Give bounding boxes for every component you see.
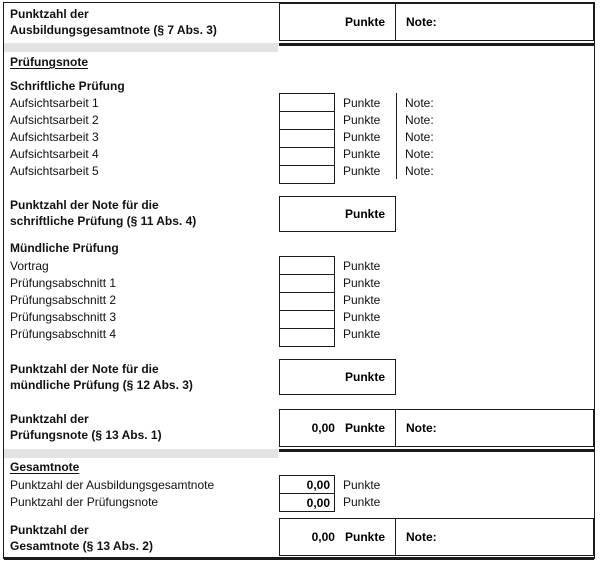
oral-summary-unit: Punkte xyxy=(344,370,385,384)
oral-points-input-3[interactable] xyxy=(279,292,335,310)
pruefungsnote-total-note-label: Note: xyxy=(406,421,437,435)
gesamtnote-row-label-1: Punktzahl der Ausbildungsgesamtnote xyxy=(10,478,215,492)
oral-points-input-1[interactable] xyxy=(279,256,335,274)
written-row-unit-5: Punkte xyxy=(343,164,381,178)
written-summary-points-box[interactable] xyxy=(279,196,396,232)
written-points-input-5[interactable] xyxy=(279,165,335,184)
pruefungsnote-heading: Prüfungsnote xyxy=(10,55,88,69)
oral-row-unit-1: Punkte xyxy=(343,259,381,273)
pruefungsnote-total-label-line2: Prüfungsnote (§ 13 Abs. 1) xyxy=(10,428,162,442)
separator-band-1 xyxy=(4,43,278,52)
written-summary-unit: Punkte xyxy=(344,207,385,221)
written-row-unit-2: Punkte xyxy=(343,113,381,127)
written-row-note-2[interactable]: Note: xyxy=(405,113,434,127)
oral-points-boxes xyxy=(279,256,335,347)
written-row-note-1[interactable]: Note: xyxy=(405,96,434,110)
gesamtnote-total-note-cell[interactable] xyxy=(396,518,594,556)
written-column-divider xyxy=(396,93,397,179)
document-bottom-rule xyxy=(4,557,594,560)
written-points-input-3[interactable] xyxy=(279,129,335,147)
written-row-note-4[interactable]: Note: xyxy=(405,147,434,161)
ausbildungsgesamtnote-note-label: Note: xyxy=(406,15,437,29)
ausbildungsgesamtnote-note-cell[interactable] xyxy=(396,3,594,41)
separator-band-2 xyxy=(4,449,278,458)
written-summary-label-line2: schriftliche Prüfung (§ 11 Abs. 4) xyxy=(10,214,197,228)
gesamtnote-total-label-line2: Gesamtnote (§ 13 Abs. 2) xyxy=(10,539,153,553)
pruefungsnote-total-label-line1: Punktzahl der xyxy=(10,412,89,426)
oral-row-label-1: Vortrag xyxy=(10,259,49,273)
written-row-label-3: Aufsichtsarbeit 3 xyxy=(10,130,99,144)
written-row-label-5: Aufsichtsarbeit 5 xyxy=(10,164,99,178)
gesamtnote-total-label-line1: Punktzahl der xyxy=(10,523,89,537)
written-summary-label-line1: Punktzahl der Note für die xyxy=(10,198,159,212)
gesamtnote-row-label-2: Punktzahl der Prüfungsnote xyxy=(10,495,159,509)
muendliche-pruefung-heading: Mündliche Prüfung xyxy=(10,241,119,255)
gesamtnote-points-input-2[interactable]: 0,00 xyxy=(279,493,335,512)
written-row-note-3[interactable]: Note: xyxy=(405,130,434,144)
separator-rule-1 xyxy=(279,43,594,46)
oral-points-input-5[interactable] xyxy=(279,328,335,347)
gesamtnote-points-boxes xyxy=(279,475,335,512)
header-label-line2: Ausbildungsgesamtnote (§ 7 Abs. 3) xyxy=(10,23,217,37)
gesamtnote-row-unit-1: Punkte xyxy=(343,478,381,492)
written-row-unit-1: Punkte xyxy=(343,96,381,110)
oral-row-label-4: Prüfungsabschnitt 3 xyxy=(10,310,117,324)
written-row-label-4: Aufsichtsarbeit 4 xyxy=(10,147,99,161)
gesamtnote-total-note-label: Note: xyxy=(406,530,437,544)
written-points-input-4[interactable] xyxy=(279,147,335,165)
oral-row-unit-4: Punkte xyxy=(343,310,381,324)
ausbildungsgesamtnote-points-box[interactable] xyxy=(279,3,396,41)
oral-summary-label-line1: Punktzahl der Note für die xyxy=(10,362,159,376)
pruefungsnote-total-value: 0,00 xyxy=(311,421,335,435)
written-points-input-2[interactable] xyxy=(279,111,335,129)
oral-row-unit-2: Punkte xyxy=(343,276,381,290)
written-row-label-2: Aufsichtsarbeit 2 xyxy=(10,113,99,127)
oral-row-label-5: Prüfungsabschnitt 4 xyxy=(10,327,117,341)
gesamtnote-heading: Gesamtnote xyxy=(10,460,80,474)
pruefungsnote-total-unit: Punkte xyxy=(344,421,385,435)
written-row-note-5[interactable]: Note: xyxy=(405,164,434,178)
separator-rule-2 xyxy=(279,449,594,452)
oral-points-input-4[interactable] xyxy=(279,310,335,328)
oral-row-label-2: Prüfungsabschnitt 1 xyxy=(10,276,117,290)
oral-points-input-2[interactable] xyxy=(279,274,335,292)
oral-summary-label-line2: mündliche Prüfung (§ 12 Abs. 3) xyxy=(10,378,193,392)
gesamtnote-points-input-1[interactable]: 0,00 xyxy=(279,475,335,493)
written-row-unit-4: Punkte xyxy=(343,147,381,161)
pruefungsnote-total-points-box[interactable] xyxy=(279,409,396,447)
gesamtnote-row-unit-2: Punkte xyxy=(343,495,381,509)
oral-summary-points-box[interactable] xyxy=(279,359,396,395)
ausbildungsgesamtnote-unit: Punkte xyxy=(344,15,385,29)
oral-row-label-3: Prüfungsabschnitt 2 xyxy=(10,293,117,307)
header-label-line1: Punktzahl der xyxy=(10,7,89,21)
pruefungsnote-total-note-cell[interactable] xyxy=(396,409,594,447)
oral-row-unit-3: Punkte xyxy=(343,293,381,307)
schriftliche-pruefung-heading: Schriftliche Prüfung xyxy=(10,79,125,93)
gesamtnote-total-points-box[interactable] xyxy=(279,518,396,556)
written-points-boxes xyxy=(279,93,335,184)
written-points-input-1[interactable] xyxy=(279,93,335,111)
written-row-unit-3: Punkte xyxy=(343,130,381,144)
gesamtnote-total-value: 0,00 xyxy=(311,530,335,544)
written-row-label-1: Aufsichtsarbeit 1 xyxy=(10,96,99,110)
gesamtnote-total-unit: Punkte xyxy=(344,530,385,544)
oral-row-unit-5: Punkte xyxy=(343,327,381,341)
